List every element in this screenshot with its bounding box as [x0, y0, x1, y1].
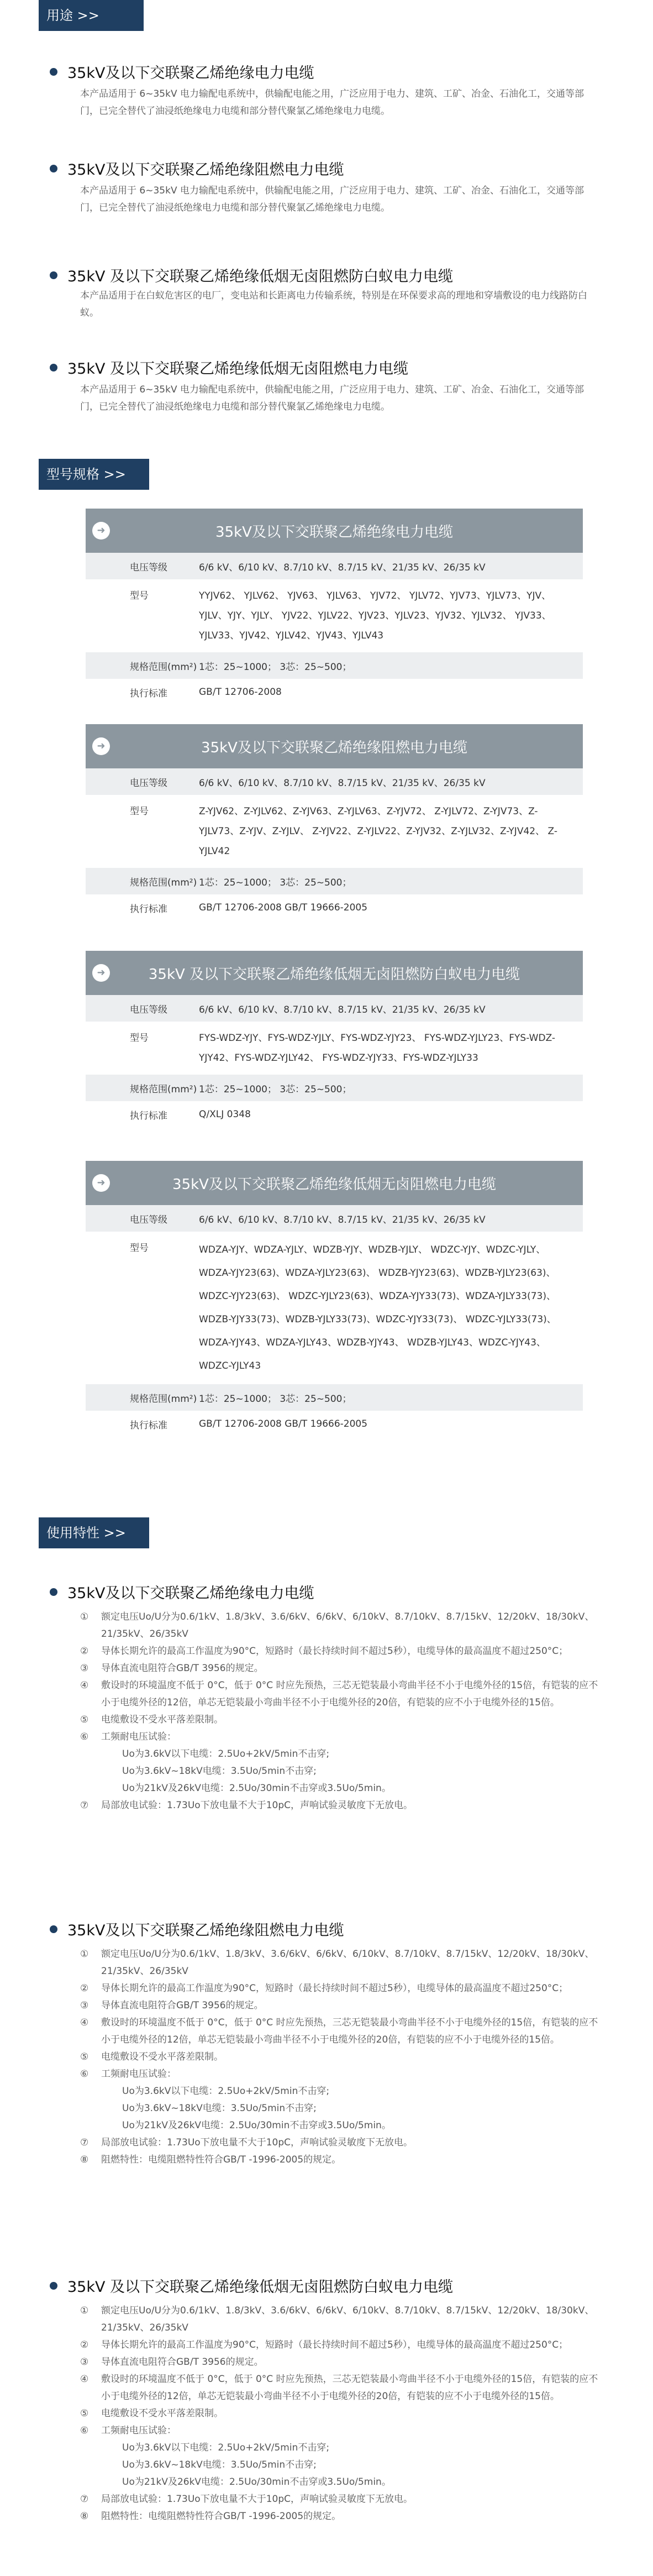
- feature-item: [80, 2066, 599, 2083]
- feature-item-text: 导体长期允许的最高工作温度为90°C，短路时（最长持续时间不超过5秒），电缆导体的最高温度不超过250°C；: [101, 1646, 568, 1657]
- feature-item: [80, 1746, 599, 1763]
- bullet-icon: [50, 2282, 57, 2290]
- feature-item-text: 导体长期允许的最高工作温度为90°C，短路时（最长持续时间不超过5秒），电缆导体的最高温度不超过250°C；: [101, 2339, 568, 2350]
- feature-item-text: Uo为21kV及26kV电缆：2.5Uo/30min不击穿或3.5Uo/5min。: [122, 2476, 391, 2488]
- feature-item: [80, 2457, 599, 2474]
- arrow-right-icon: ➜: [92, 737, 110, 755]
- feature-item: [80, 1677, 599, 1711]
- spec-row-model: 型号 Z-YJV62、Z-YJLV62、Z-YJV63、Z-YJLV63、Z-YJV72、 Z-YJLV72、Z-YJV73、Z-YJLV73、Z-YJV、Z-YJLV、 Z-YJV22、Z-YJLV22、Z-YJV32、Z-YJLV32、Z-YJV42、 Z-YJLV42: [130, 806, 557, 857]
- spec-row-range: 规格范围(mm²) 1芯：25~1000； 3芯：25~500；: [86, 1075, 583, 1101]
- usage-title-3: 35kV 及以下交联聚乙烯绝缘低烟无卤阻燃防白蚁电力电缆: [50, 264, 453, 286]
- feature-item: [80, 2083, 599, 2100]
- spec-row-standard: 执行标准 Q/XLJ 0348: [130, 1109, 251, 1122]
- feature-item: [80, 2508, 599, 2525]
- section-tab-usage: 用途 >>: [39, 0, 144, 31]
- feature-item-text: 导体长期允许的最高工作温度为90°C，短路时（最长持续时间不超过5秒），电缆导体的最高温度不超过250°C；: [101, 1983, 568, 1994]
- feature-item-text: 局部放电试验：1.73Uo下放电量不大于10pC，声响试验灵敏度下无放电。: [101, 2137, 413, 2148]
- feature-item-number: ⑤: [80, 2051, 89, 2062]
- feature-title-1: 35kV及以下交联聚乙烯绝缘电力电缆: [50, 1581, 314, 1603]
- feature-item: [80, 1643, 599, 1660]
- feature-item: [80, 1946, 599, 1980]
- feature-item-text: Uo为3.6kV以下电缆：2.5Uo+2kV/5min不击穿;: [122, 2086, 330, 2097]
- feature-item-number: ①: [80, 1611, 89, 1622]
- feature-item-text: 工频耐电压试验：: [101, 1731, 176, 1742]
- feature-title-3: 35kV 及以下交联聚乙烯绝缘低烟无卤阻燃防白蚁电力电缆: [50, 2275, 453, 2296]
- usage-desc-4: 本产品适用于 6~35kV 电力输配电系统中，供输配电能之用，广泛应用于电力、建筑、工矿、冶金、石油化工，交通等部门，已完全替代了油浸纸绝缘电力电缆和部分替代聚氯乙烯绝缘电力电缆。: [80, 384, 584, 412]
- feature-item-number: [80, 1763, 101, 1780]
- feature-item: [80, 2354, 599, 2371]
- feature-item-number: [80, 2083, 101, 2100]
- feature-item-text: Uo为21kV及26kV电缆：2.5Uo/30min不击穿或3.5Uo/5min。: [122, 2120, 391, 2131]
- spec-row-voltage: 电压等级 6/6 kV、6/10 kV、8.7/10 kV、8.7/15 kV、21/35 kV、26/35 kV: [86, 553, 583, 579]
- bullet-icon: [50, 68, 57, 76]
- spec-header: ➜ 35kV及以下交联聚乙烯绝缘阻燃电力电缆: [86, 724, 583, 768]
- feature-item-text: Uo为3.6kV以下电缆：2.5Uo+2kV/5min不击穿;: [122, 1748, 330, 1760]
- feature-item-number: ④: [80, 2374, 89, 2385]
- usage-desc-3: 本产品适用于在白蚁危害区的电厂，变电站和长距离电力传输系统，特别是在环保要求高的理地和穿墙敷设的电力线路防白蚁。: [80, 290, 587, 318]
- feature-item-text: 敷设时的环境温度不低于 0°C，低于 0°C 时应先预热，三芯无铠装最小弯曲半径不小于电缆外径的15倍，有铠装的应不小于电缆外径的12倍，单芯无铠装最小弯曲半径不小于电缆外径的20倍，有铠装的应不小于电缆外径的15倍。: [101, 2374, 598, 2402]
- bullet-icon: [50, 271, 57, 279]
- feature-item-number: ④: [80, 2017, 89, 2028]
- feature-item-text: 敷设时的环境温度不低于 0°C，低于 0°C 时应先预热，三芯无铠装最小弯曲半径不小于电缆外径的15倍，有铠装的应不小于电缆外径的12倍，单芯无铠装最小弯曲半径不小于电缆外径的20倍，有铠装的应不小于电缆外径的15倍。: [101, 2017, 598, 2045]
- spec-table-2: [86, 724, 583, 921]
- feature-item-text: 导体直流电阻符合GB/T 3956的规定。: [101, 1663, 264, 1674]
- feature-item: [80, 2439, 599, 2457]
- feature-item-number: ⑥: [80, 2425, 89, 2436]
- feature-item: [80, 2117, 599, 2134]
- feature-item-text: 额定电压Uo/U分为0.6/1kV、1.8/3kV、3.6/6kV、6/6kV、6/10kV、8.7/10kV、8.7/15kV、12/20kV、18/30kV、21/35kV、26/35kV: [101, 1949, 594, 1977]
- feature-item: [80, 2422, 599, 2439]
- feature-item: [80, 2134, 599, 2151]
- feature-item: [80, 2371, 599, 2405]
- feature-item-number: ⑦: [80, 1800, 89, 1811]
- feature-item-number: ⑧: [80, 2154, 89, 2165]
- spec-row-range: 规格范围(mm²) 1芯：25~1000； 3芯：25~500；: [86, 1384, 583, 1411]
- feature-item: [80, 1763, 599, 1780]
- feature-item-text: 电缆敷设不受水平落差限制。: [101, 2051, 223, 2062]
- feature-item-text: 敷设时的环境温度不低于 0°C，低于 0°C 时应先预热，三芯无铠装最小弯曲半径不小于电缆外径的15倍，有铠装的应不小于电缆外径的12倍，单芯无铠装最小弯曲半径不小于电缆外径的20倍，有铠装的应不小于电缆外径的15倍。: [101, 1680, 598, 1708]
- spec-table-4: [86, 1161, 583, 1437]
- feature-item-number: [80, 2474, 101, 2491]
- feature-item-number: [80, 1746, 101, 1763]
- arrow-right-icon: ➜: [92, 522, 110, 540]
- feature-item-number: ③: [80, 2357, 89, 2368]
- feature-item: [80, 1729, 599, 1746]
- bullet-icon: [50, 1588, 57, 1596]
- spec-table-1: [86, 509, 583, 705]
- feature-item: [80, 1780, 599, 1797]
- feature-item-number: ⑥: [80, 1731, 89, 1742]
- feature-item-number: [80, 1780, 101, 1797]
- spec-row-model: 型号 WDZA-YJY、WDZA-YJLY、WDZB-YJY、WDZB-YJLY、 WDZC-YJY、WDZC-YJLY、WDZA-YJY23(63)、WDZA-YJLY23(63)、 WDZB-YJY23(63)、WDZB-YJLY23(63)、WDZC-YJY23(63)、 WDZC-YJLY23(63)、WDZA-YJY33(73)、WDZA-YJLY33(73)、 WDZB-YJY33(73)、WDZB-YJLY33(73)、WDZC-YJY33(73)、 WDZC-YJLY33(73)、WDZA-YJY43、WDZA-YJLY43、WDZB-YJY43、 WDZB-YJLY43、WDZC-YJY43、WDZC-YJLY43: [130, 1243, 556, 1371]
- feature-item: [80, 2474, 599, 2491]
- arrow-right-icon: ➜: [92, 1174, 110, 1192]
- feature-item-number: ③: [80, 1663, 89, 1674]
- feature-item-text: Uo为21kV及26kV电缆：2.5Uo/30min不击穿或3.5Uo/5min。: [122, 1783, 391, 1794]
- feature-item-text: Uo为3.6kV~18kV电缆：3.5Uo/5min不击穿;: [122, 2459, 317, 2470]
- spec-row-standard: 执行标准 GB/T 12706-2008 GB/T 19666-2005: [130, 902, 368, 915]
- feature-item-number: ⑤: [80, 2408, 89, 2419]
- bullet-icon: [50, 364, 57, 371]
- feature-item-number: ③: [80, 2000, 89, 2011]
- feature-item-number: ⑦: [80, 2137, 89, 2148]
- feature-item-text: 工频耐电压试验：: [101, 2069, 176, 2080]
- feature-item-text: 阻燃特性：电缆阻燃特性符合GB/T -1996-2005的规定。: [101, 2511, 341, 2522]
- spec-row-voltage: 电压等级 6/6 kV、6/10 kV、8.7/10 kV、8.7/15 kV、21/35 kV、26/35 kV: [86, 768, 583, 795]
- feature-item-text: 阻燃特性：电缆阻燃特性符合GB/T -1996-2005的规定。: [101, 2154, 341, 2165]
- feature-item: [80, 2337, 599, 2354]
- feature-item: [80, 2100, 599, 2117]
- feature-item-number: ②: [80, 2339, 89, 2350]
- feature-item: [80, 1997, 599, 2014]
- spec-table-3: [86, 951, 583, 1128]
- feature-item-number: [80, 2100, 101, 2117]
- spec-row-model: 型号 FYS-WDZ-YJY、FYS-WDZ-YJLY、FYS-WDZ-YJY23、 FYS-WDZ-YJLY23、FYS-WDZ-YJY42、FYS-WDZ-YJLY42、 FYS-WDZ-YJY33、FYS-WDZ-YJLY33: [130, 1033, 556, 1064]
- bullet-icon: [50, 1925, 57, 1933]
- feature-item: [80, 1660, 599, 1677]
- spec-header: ➜ 35kV及以下交联聚乙烯绝缘低烟无卤阻燃电力电缆: [86, 1161, 583, 1205]
- feature-item-text: 导体直流电阻符合GB/T 3956的规定。: [101, 2000, 264, 2011]
- feature-item-number: ①: [80, 1949, 89, 1960]
- feature-title-2: 35kV及以下交联聚乙烯绝缘阻燃电力电缆: [50, 1918, 344, 1940]
- feature-item: [80, 2405, 599, 2422]
- feature-item-text: Uo为3.6kV~18kV电缆：3.5Uo/5min不击穿;: [122, 2103, 317, 2114]
- feature-item-text: 工频耐电压试验：: [101, 2425, 176, 2436]
- bullet-icon: [50, 165, 57, 172]
- feature-item-text: 电缆敷设不受水平落差限制。: [101, 2408, 223, 2419]
- feature-item: [80, 1609, 599, 1643]
- spec-row-voltage: 电压等级 6/6 kV、6/10 kV、8.7/10 kV、8.7/15 kV、21/35 kV、26/35 kV: [86, 1205, 583, 1232]
- feature-item-number: ②: [80, 1646, 89, 1657]
- usage-title-4: 35kV 及以下交联聚乙烯绝缘低烟无卤阻燃电力电缆: [50, 357, 408, 378]
- feature-item-text: 局部放电试验：1.73Uo下放电量不大于10pC，声响试验灵敏度下无放电。: [101, 2494, 413, 2505]
- usage-title-2: 35kV及以下交联聚乙烯绝缘阻燃电力电缆: [50, 158, 344, 179]
- usage-desc-2: 本产品适用于 6~35kV 电力输配电系统中，供输配电能之用，广泛应用于电力、建筑、工矿、冶金、石油化工，交通等部门，已完全替代了油浸纸绝缘电力电缆和部分替代聚氯乙烯绝缘电力电缆。: [80, 185, 584, 213]
- feature-item-text: Uo为3.6kV以下电缆：2.5Uo+2kV/5min不击穿;: [122, 2442, 330, 2453]
- arrow-right-icon: ➜: [92, 964, 110, 982]
- spec-row-range: 规格范围(mm²) 1芯：25~1000； 3芯：25~500；: [86, 868, 583, 894]
- feature-item: [80, 2302, 599, 2337]
- spec-row-standard: 执行标准 GB/T 12706-2008 GB/T 19666-2005: [130, 1418, 368, 1431]
- feature-item: [80, 2491, 599, 2508]
- feature-item-number: ⑥: [80, 2069, 89, 2080]
- feature-item-text: Uo为3.6kV~18kV电缆：3.5Uo/5min不击穿;: [122, 1766, 317, 1777]
- spec-row-model: 型号 YYJV62、 YJLV62、 YJV63、 YJLV63、 YJV72、 YJLV72、YJV73、YJLV73、YJV、YJLV、YJY、YJLY、 YJV22、YJLV22、YJV23、YJLV23、YJV32、YJLV32、 YJV33、YJLV33、YJV42、YJLV42、YJV43、YJLV43: [130, 590, 551, 641]
- feature-item: [80, 1797, 599, 1814]
- feature-item: [80, 2014, 599, 2049]
- feature-item-text: 局部放电试验：1.73Uo下放电量不大于10pC，声响试验灵敏度下无放电。: [101, 1800, 413, 1811]
- feature-item-text: 额定电压Uo/U分为0.6/1kV、1.8/3kV、3.6/6kV、6/6kV、6/10kV、8.7/10kV、8.7/15kV、12/20kV、18/30kV、21/35kV、26/35kV: [101, 2305, 594, 2333]
- spec-row-voltage: 电压等级 6/6 kV、6/10 kV、8.7/10 kV、8.7/15 kV、21/35 kV、26/35 kV: [86, 995, 583, 1022]
- feature-list-1: [80, 1609, 599, 1814]
- feature-item-text: 导体直流电阻符合GB/T 3956的规定。: [101, 2357, 264, 2368]
- feature-list-2: [80, 1946, 599, 2169]
- feature-item-number: [80, 2439, 101, 2457]
- feature-item-number: ④: [80, 1680, 89, 1691]
- feature-item: [80, 2049, 599, 2066]
- feature-item-number: ②: [80, 1983, 89, 1994]
- feature-item-number: ⑦: [80, 2494, 89, 2505]
- feature-item: [80, 1711, 599, 1729]
- spec-row-range: 规格范围(mm²) 1芯：25~1000； 3芯：25~500；: [86, 652, 583, 679]
- section-tab-specs: 型号规格 >>: [39, 459, 149, 490]
- feature-item-text: 额定电压Uo/U分为0.6/1kV、1.8/3kV、3.6/6kV、6/6kV、6/10kV、8.7/10kV、8.7/15kV、12/20kV、18/30kV、21/35kV、26/35kV: [101, 1611, 594, 1640]
- feature-item-number: ①: [80, 2305, 89, 2316]
- feature-item-number: [80, 2117, 101, 2134]
- section-tab-features: 使用特性 >>: [39, 1517, 149, 1548]
- spec-header: ➜ 35kV 及以下交联聚乙烯绝缘低烟无卤阻燃防白蚁电力电缆: [86, 951, 583, 995]
- feature-item-text: 电缆敷设不受水平落差限制。: [101, 1714, 223, 1725]
- feature-item-number: [80, 2457, 101, 2474]
- feature-list-3: [80, 2302, 599, 2525]
- feature-item: [80, 1980, 599, 1997]
- feature-item: [80, 2151, 599, 2169]
- spec-row-standard: 执行标准 GB/T 12706-2008: [130, 687, 282, 699]
- spec-header: ➜ 35kV及以下交联聚乙烯绝缘电力电缆: [86, 509, 583, 553]
- feature-item-number: ⑤: [80, 1714, 89, 1725]
- usage-desc-1: 本产品适用于 6~35kV 电力输配电系统中，供输配电能之用，广泛应用于电力、建筑、工矿、冶金、石油化工，交通等部门，已完全替代了油浸纸绝缘电力电缆和部分替代聚氯乙烯绝缘电力电缆。: [80, 88, 584, 117]
- usage-title-1: 35kV及以下交联聚乙烯绝缘电力电缆: [50, 61, 314, 82]
- feature-item-number: ⑧: [80, 2511, 89, 2522]
